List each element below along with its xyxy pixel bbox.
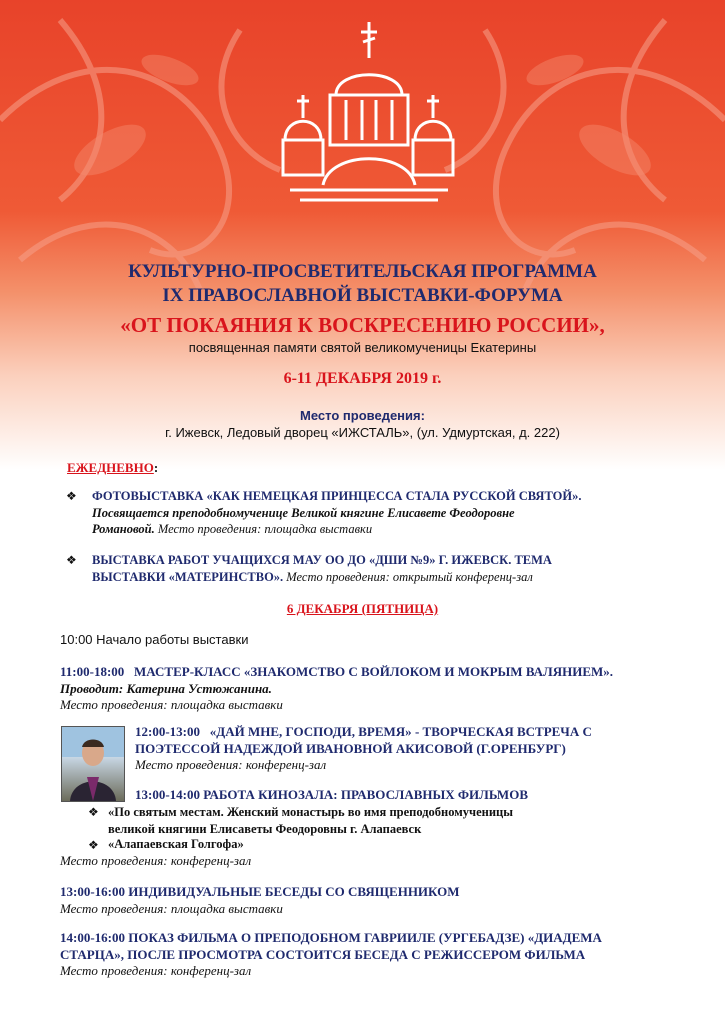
event-title-cont: СТАРЦА», ПОСЛЕ ПРОСМОТРА СОСТОИТСЯ БЕСЕДА С РЕЖИССЕРОМ ФИЛЬМА [60, 946, 586, 962]
schedule-opening: 10:00 Начало работы выставки [60, 632, 249, 647]
cinema-venue: Место проведения: конференц-зал [60, 853, 252, 868]
venue-label: Место проведения: [300, 408, 425, 423]
header-banner [0, 0, 725, 470]
diamond-bullet-icon: ❖ [66, 489, 77, 503]
daily-colon: : [153, 460, 159, 475]
event-venue: Место проведения: конференц-зал [60, 963, 252, 978]
schedule-film-show [60, 930, 602, 980]
film-1-title-cont: великой княгини Елисаветы Феодоровны г. Алапаевск [108, 821, 422, 836]
daily-item-2-venue: Место проведения: открытый конференц-зал [283, 569, 533, 584]
poet-photo [61, 726, 125, 802]
diamond-bullet-icon: ❖ [88, 805, 99, 819]
daily-item-1-name: Романовой. [92, 522, 155, 536]
daily-item-photo-exhibition [92, 488, 682, 538]
event-subtitle: ПОЭТЕССОЙ НАДЕЖДОЙ ИВАНОВНОЙ АКИСОВОЙ (Г.ОРЕНБУРГ) [135, 740, 566, 756]
daily-item-2-theme: ВЫСТАВКИ «МАТЕРИНСТВО». [92, 569, 284, 584]
event-title: 13:00-16:00 ИНДИВИДУАЛЬНЫЕ БЕСЕДЫ СО СВЯЩЕННИКОМ [60, 884, 460, 899]
program-title: КУЛЬТУРНО-ПРОСВЕТИТЕЛЬСКАЯ ПРОГРАММА [128, 261, 597, 282]
schedule-priest-talks [60, 883, 460, 917]
event-venue: Место проведения: площадка выставки [60, 901, 283, 916]
day-heading: 6 ДЕКАБРЯ (ПЯТНИЦА) [286, 601, 439, 616]
dedication-text: посвященная памяти святой великомученицы Екатерины [188, 340, 537, 355]
event-time: 12:00-13:00 [135, 724, 200, 739]
event-dates: 6-11 ДЕКАБРЯ 2019 г. [283, 370, 442, 387]
daily-title: ЕЖЕДНЕВНО [67, 460, 154, 475]
event-title: «ДАЙ МНЕ, ГОСПОДИ, ВРЕМЯ» [209, 724, 412, 739]
floral-ornament [0, 0, 725, 470]
daily-item-1-desc: Посвящается преподобномученице Великой княгине Елисавете Феодоровне [92, 505, 515, 520]
church-icon [283, 22, 453, 200]
daily-item-2-title: ВЫСТАВКА РАБОТ УЧАЩИХСЯ МАУ ОО ДО «ДШИ №9» Г. ИЖЕВСК. ТЕМА [92, 553, 552, 567]
schedule-poet-meeting [135, 724, 700, 774]
program-subtitle: IX ПРАВОСЛАВНОЙ ВЫСТАВКИ-ФОРУМА [162, 285, 563, 306]
daily-item-1-title: ФОТОВЫСТАВКА «КАК НЕМЕЦКАЯ ПРИНЦЕССА СТАЛА РУССКОЙ СВЯТОЙ». [92, 489, 582, 503]
film-1 [108, 804, 513, 837]
film-2-title: «Алапаевская Голгофа» [108, 837, 244, 851]
event-title: МАСТЕР-КЛАСС «ЗНАКОМСТВО С ВОЙЛОКОМ И МОКРЫМ ВАЛЯНИЕМ». [134, 664, 614, 679]
film-1-title: «По святым местам. Женский монастырь во имя преподобномученицы [108, 805, 513, 819]
schedule-master-class [60, 664, 700, 714]
diamond-bullet-icon: ❖ [88, 838, 99, 852]
event-time: 11:00-18:00 [60, 664, 125, 679]
event-host: Проводит: Катерина Устюжанина. [60, 680, 272, 696]
daily-item-students-exhibition [92, 552, 682, 585]
daily-heading [67, 460, 158, 476]
event-venue: Место проведения: площадка выставки [60, 697, 283, 712]
event-title-rest: - ТВОРЧЕСКАЯ ВСТРЕЧА С [411, 724, 592, 739]
event-venue: Место проведения: конференц-зал [135, 757, 327, 772]
forum-title: «ОТ ПОКАЯНИЯ К ВОСКРЕСЕНИЮ РОССИИ», [120, 313, 605, 337]
schedule-cinema: 13:00-14:00 РАБОТА КИНОЗАЛА: ПРАВОСЛАВНЫХ ФИЛЬМОВ [135, 787, 528, 802]
diamond-bullet-icon: ❖ [66, 553, 77, 567]
event-title: 14:00-16:00 ПОКАЗ ФИЛЬМА О ПРЕПОДОБНОМ ГАВРИИЛЕ (УРГЕБАДЗЕ) «ДИАДЕМА [60, 930, 602, 945]
venue-address: г. Ижевск, Ледовый дворец «ИЖСТАЛЬ», (ул. Удмуртская, д. 222) [165, 425, 560, 440]
daily-item-1-venue: Место проведения: площадка выставки [154, 522, 373, 536]
